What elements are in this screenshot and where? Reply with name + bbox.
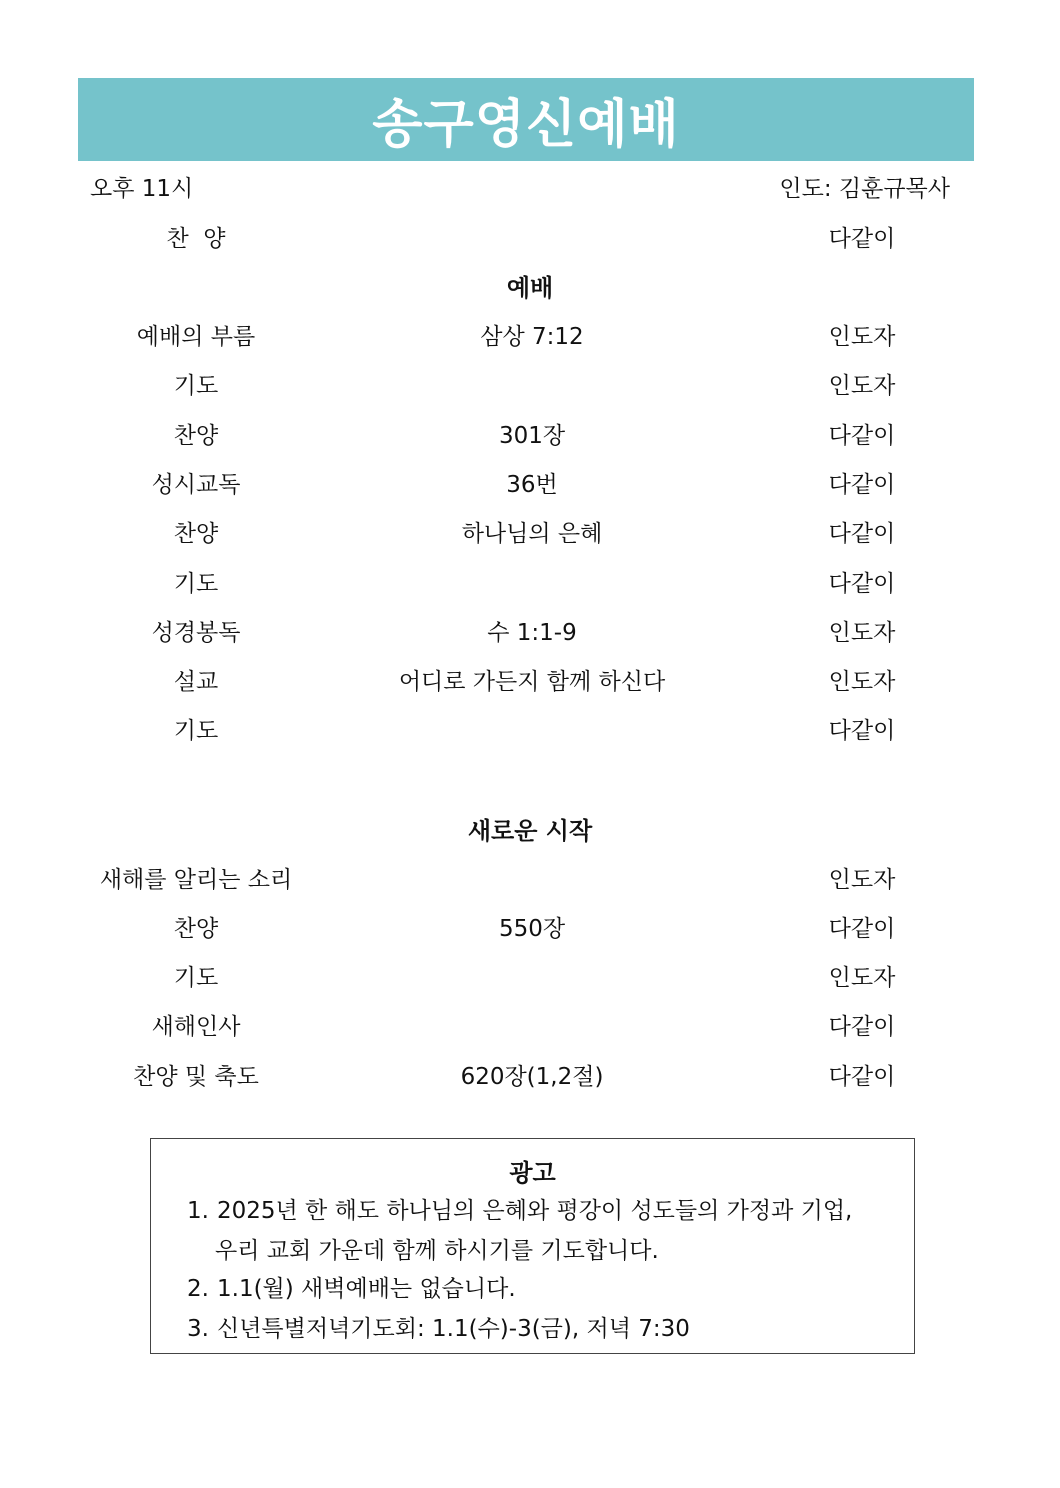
item-label: 새해인사 [151, 1014, 241, 1040]
order-row [0, 1008, 1060, 1040]
order-row [0, 515, 1060, 547]
service-time: 오후 11시 [90, 176, 194, 202]
notice-number: 1. [187, 1198, 209, 1224]
item-by: 다같이 [828, 472, 896, 498]
title-banner [78, 78, 974, 161]
notice-number: 3. [187, 1316, 209, 1342]
order-row [0, 910, 1060, 942]
opening-row [0, 220, 1060, 252]
item-label: 설교 [173, 669, 219, 695]
order-row [0, 318, 1060, 350]
section-heading-new-start: 새로운 시작 [467, 817, 593, 845]
item-label: 예배의 부름 [136, 324, 256, 350]
item-label: 성시교독 [151, 472, 241, 498]
item-label: 기도 [173, 965, 219, 991]
order-row [0, 959, 1060, 991]
item-by: 다같이 [828, 1064, 896, 1090]
notice-text: 신년특별저녁기도회: 1.1(수)-3(금), 저녁 7:30 [217, 1316, 690, 1342]
section-heading-worship: 예배 [506, 274, 554, 302]
item-label: 새해를 알리는 소리 [99, 867, 293, 893]
item-by: 다같이 [828, 1014, 896, 1040]
item-by: 다같이 [828, 718, 896, 744]
item-by: 인도자 [828, 965, 896, 991]
order-row [0, 712, 1060, 744]
notice-item [187, 1309, 897, 1349]
notice-box [150, 1138, 915, 1354]
item-detail: 하나님의 은혜 [461, 521, 603, 547]
item-detail: 36번 [506, 472, 558, 498]
item-detail: 수 1:1-9 [487, 620, 577, 646]
item-label: 찬양 [173, 521, 219, 547]
page-title: 송구영신예배 [372, 95, 680, 155]
order-row [0, 417, 1060, 449]
item-detail: 620장(1,2절) [460, 1064, 604, 1090]
item-label: 찬양 [173, 423, 219, 449]
order-row [0, 367, 1060, 399]
order-row [0, 614, 1060, 646]
item-by: 인도자 [828, 620, 896, 646]
order-row [0, 466, 1060, 498]
notice-text: 1.1(월) 새벽예배는 없습니다. [217, 1276, 516, 1302]
item-by: 다같이 [828, 423, 896, 449]
item-by: 다같이 [828, 916, 896, 942]
item-detail: 어디로 가든지 함께 하신다 [398, 669, 666, 695]
order-row [0, 663, 1060, 695]
order-row [0, 861, 1060, 893]
item-by: 다같이 [828, 571, 896, 597]
notice-item [187, 1269, 897, 1309]
item-by: 인도자 [828, 669, 896, 695]
item-by: 인도자 [828, 867, 896, 893]
item-label: 기도 [173, 571, 219, 597]
order-row [0, 565, 1060, 597]
item-by: 인도자 [828, 324, 896, 350]
notice-text: 2025년 한 해도 하나님의 은혜와 평강이 성도들의 가정과 기업, [217, 1198, 853, 1224]
item-by: 다같이 [828, 521, 896, 547]
item-by: 다같이 [828, 226, 896, 252]
notice-heading: 광고 [509, 1159, 556, 1187]
notice-item [187, 1191, 897, 1231]
item-detail: 301장 [498, 423, 566, 449]
item-label: 성경봉독 [151, 620, 241, 646]
notice-text-continued: 우리 교회 가운데 함께 하시기를 기도합니다. [215, 1238, 659, 1264]
item-detail: 550장 [498, 916, 566, 942]
notice-number: 2. [187, 1276, 209, 1302]
item-label: 찬 양 [166, 226, 226, 252]
item-detail: 삼상 7:12 [480, 324, 584, 350]
item-label: 기도 [173, 718, 219, 744]
item-by: 인도자 [828, 373, 896, 399]
service-leader: 인도: 김훈규목사 [779, 176, 950, 202]
item-label: 찬양 [173, 916, 219, 942]
item-label: 기도 [173, 373, 219, 399]
item-label: 찬양 및 축도 [133, 1064, 259, 1090]
order-row [0, 1058, 1060, 1090]
